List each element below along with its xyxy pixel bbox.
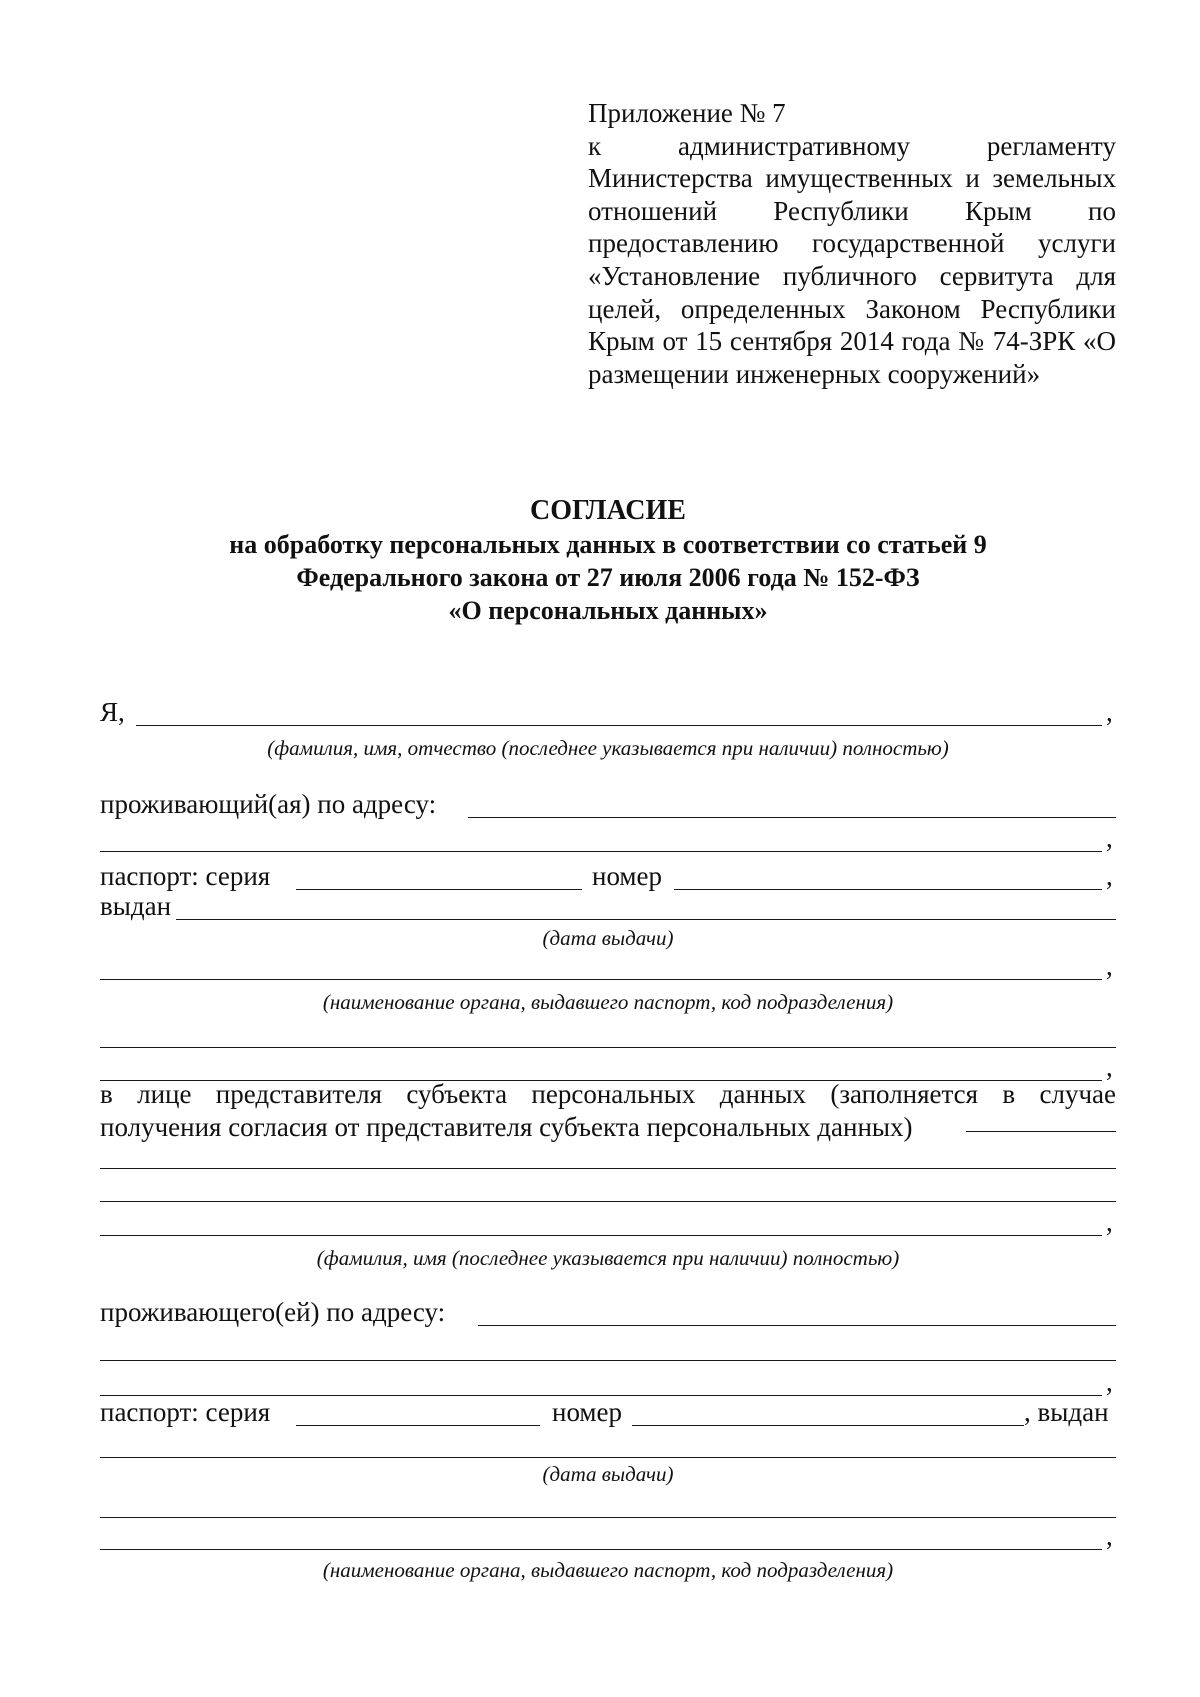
rep-issue-date-field[interactable] [100,1457,1116,1458]
subject-address-field-2[interactable] [100,851,1102,852]
rep-address-field-2[interactable] [100,1360,1116,1361]
rep-address-row [100,1292,1116,1332]
issue-date-field[interactable] [176,919,1116,920]
issuer-field[interactable] [100,979,1102,980]
subject-name-caption: (фамилия, имя, отчество (последнее указывается при наличии) полностью) [267,736,949,760]
rep-issue-date-caption: (дата выдачи) [542,1462,674,1486]
title-line-1: на обработку персональных данных в соответствии со статьей 9 [229,530,987,559]
passport-number-label: номер [592,861,663,891]
rep-issuer-caption: (наименование органа, выдавшего паспорт, код подразделения) [322,1558,894,1582]
comma: , [1106,861,1113,891]
rep-address-field[interactable] [478,1325,1116,1326]
comma: , [1106,823,1113,853]
rep-passport-number-label: номер [552,1397,623,1427]
subject-address-label: проживающий(ая) по адресу: [100,789,437,819]
representative-inline-row [100,1098,1116,1138]
issuer-row [100,946,1116,986]
subject-name-field[interactable] [136,725,1102,726]
rep-name-row [100,1202,1116,1242]
representative-name-caption: (фамилия, имя (последнее указывается при наличии) полностью) [316,1246,900,1270]
passport-series-label: паспорт: серия [100,861,271,891]
representative-text-line-2: получения согласия от представителя субъекта персональных данных) [100,1112,913,1142]
subject-address-row-2 [100,818,1116,858]
rep-address-row-2 [100,1327,1116,1367]
appendix-heading: Приложение № 7 [588,98,786,128]
comma: , [1106,697,1113,727]
rep-issuer-row-2 [100,1516,1116,1556]
issuer-caption: (наименование органа, выдавшего паспорт, код подразделения) [322,990,894,1014]
subject-name-row [100,692,1116,732]
title-line-3: «О персональных данных» [448,596,768,625]
rep-issue-date-row [100,1424,1116,1464]
title-line-2: Федерального закона от 27 июля 2006 года № 152-ФЗ [296,563,920,592]
rep-passport-series-label: паспорт: серия [100,1397,271,1427]
issued-label: выдан [100,891,172,921]
rep-address-label: проживающего(ей) по адресу: [100,1297,446,1327]
rep-issued-trailing: , выдан [1024,1397,1109,1427]
subject-prefix: Я, [100,697,125,727]
appendix-reference [588,97,1116,390]
comma: , [1106,1367,1113,1397]
comma: , [1106,1207,1113,1237]
title-main: СОГЛАСИЕ [530,495,686,526]
comma: , [1106,1052,1113,1082]
comma: , [1106,951,1113,981]
rep-issuer-field-2[interactable] [100,1549,1102,1550]
representative-text-line-1: в лице представителя субъекта персональных данных (заполняется в случае [100,1079,1116,1109]
document-title [100,494,1116,627]
rep-name-field[interactable] [100,1235,1102,1236]
comma: , [1106,1521,1113,1551]
appendix-text: к административному регламенту Министерства имущественных и земельных отношений Республики Крым по предоставлению государственной услуги «Установление публичного сервитута для целей, определенных Законом Республики Крым от 15 сентября 2014 года № 74-ЗРК «О размещении инженерных сооружений» [588,130,1116,389]
issue-date-caption: (дата выдачи) [542,926,674,950]
subject-issued-row [100,886,1116,926]
representative-inline-field[interactable] [966,1131,1116,1132]
